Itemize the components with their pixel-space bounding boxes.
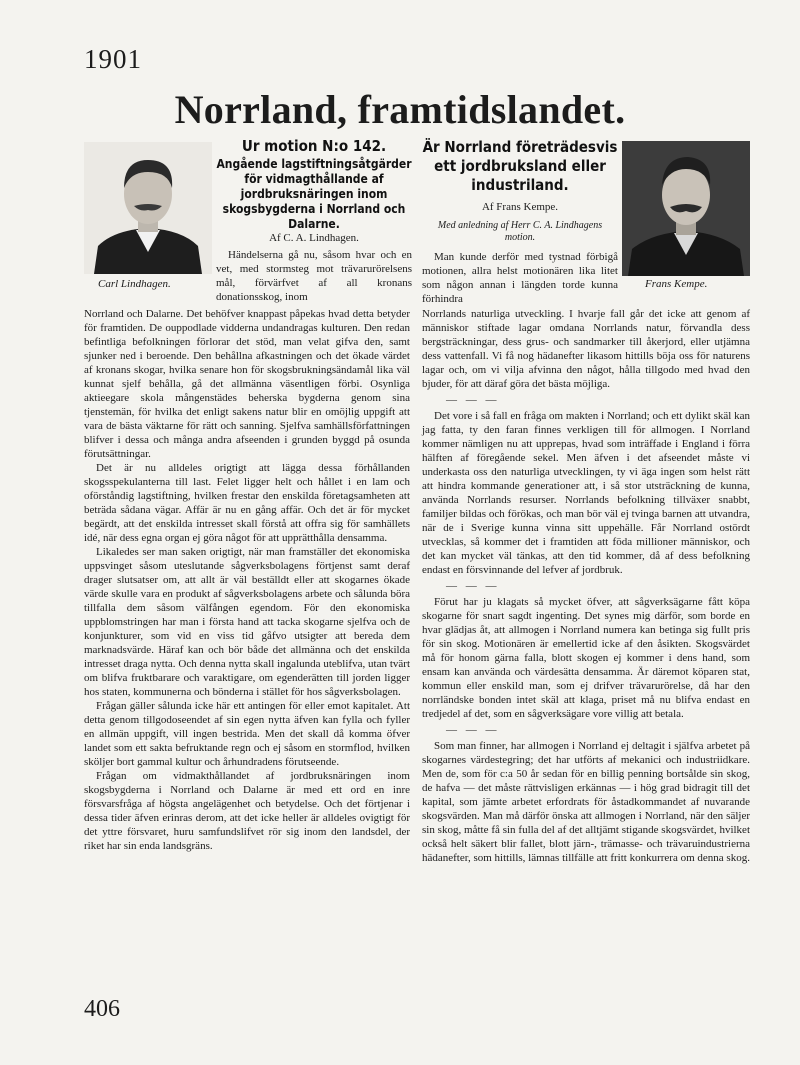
year-heading: 1901 <box>84 44 142 74</box>
page-number: 406 <box>84 996 120 1022</box>
left-column-body <box>84 307 410 853</box>
left-heading-motion: Ur motion N:o 142. <box>241 137 387 155</box>
left-byline: Af C. A. Lindhagen. <box>269 232 359 244</box>
photo-caption-kempe: Frans Kempe. <box>645 278 708 290</box>
section-separator: — — — <box>446 394 500 406</box>
right-column-body <box>422 307 750 865</box>
right-paragraph: Som man finner, har allmogen i Norrland ej deltagit i själfva arbetet på skogarnes värdestegring; det har utförts af mekanici och industriidkare. Men de, som för c:a 50 år sedan för en billig penning bortsålde sin skog, de hafva — det måste rättvisligen erkännas — i hög grad bidragit till det kapital, som jämte arbetet erfordrats för åstadkommandet af nuvarande skogsvärden. Man må därför önska att allmogen i Norrland, när den säljer sin skog, måtte få sin fulla del af det alltjämt stigande skogsvärdet, hvilket också helt säkert blir fallet, blott järn-, trämasse- och trävaruindustrierna hädanefter, som hittills, lämnas tillfälle att fritt konkurrera om denna skog. <box>422 740 750 864</box>
right-heading: Är Norrland företrädesvis ett jordbruksland eller industriland. <box>422 138 618 194</box>
section-separator: — — — <box>446 580 500 592</box>
left-intro-text: Händelserna gå nu, såsom hvar och en vet, med stormsteg mot trävarurörelsens mål, förvärfvet af all kronans donationsskog, inom <box>216 249 412 303</box>
portrait-kempe-icon <box>622 141 750 276</box>
photo-caption-lindhagen: Carl Lindhagen. <box>98 278 171 290</box>
section-separator: — — — <box>446 724 500 736</box>
left-paragraph: Frågan gäller sålunda icke här ett antingen för eller emot kapitalet. Att detta genom tillgodoseendet af sin egen nytta äfven kan fylla och fyller en allmän uppgift, vill ingen bestrida. Men det skall då komma öfver landet som ett sakta befruktande regn och ej såsom en stormflod, hvilken sköljer bort gammal kultur och århundradens förutseende. <box>84 700 410 768</box>
left-paragraph: Frågan om vidmakthållandet af jordbruksnäringen inom skogsbygderna i Norrland och Dalarne är med ett ord en inre försvarsfråga af högsta angelägenhet och betydelse. Och det förtjenar i dessa tider äfven erinras derom, att det icke heller är alldeles ovigtigt för det yttre försvaret, huru samfundslifvet rör sig inom den landsdel, der riket har sin enda landsgräns. <box>84 770 410 852</box>
left-heading-subject: Angående lagstiftningsåtgärder för vidmagthållande af jordbruksnäringen inom skogsbygderna i Norrland och Dalarne. <box>216 157 412 231</box>
right-paragraph: Det vore i så fall en fråga om makten i Norrland; och ett dylikt skäl kan jag fatta, ty den faran finnes verkligen till för allmogen. I Norrland kommer nämligen nu att upprepas, hvad som inträffade i England i förra hälften af föregående sekel. Men äfven i det afseendet måste vi underkasta oss den naturliga utvecklingen, ty vi äga ingen som helst rätt att hindra kommande generationer att, i så stor utsträckning de kunna, använda Norrlands resurser. Norrlands befolkning tillväxer snabbt, familjer bildas och förökas, och man bör väl ej tvinga barnen att utvandra, när de i Sverige kunna vinna sitt uppehälle. Får Norrland ostördt utvecklas, så kommer det i framtiden att föda millioner människor, och det kan mycket väl tänkas, att den tid kommer, då af dess befolkning endast en försvinnande del lefver af jordbruk. <box>422 410 750 576</box>
portrait-lindhagen-icon <box>84 142 212 274</box>
left-paragraph: Norrland och Dalarne. Det behöfver knappast påpekas hvad detta betyder för framtiden. De ouppodlade vidderna undandragas kulturen. Den redan befintliga befolkningen förlorar det stöd, man velat gifva den, samt sjunker ned i beroende. Den behållna afkastningen och det ökade värdet af kronans skogar, hvilka senare hon för skogsbrukningsändamål lika väl kunnat sjelf behålla, gå det allmänna väsentligen förbi. Osynliga aktieegare skola mångenstädes beherska bygderna genom sina tjenstemän, för hvilka det enligt sakens natur blir en omöjlig uppgift att vara de bästa väktarne för rätt och sanning. Sjelfva samhällsförfattningen blifver i dessa och många andra afseenden i grunden byggd på osunda förutsättningar. <box>84 308 410 460</box>
portrait-photo-lindhagen <box>84 142 212 274</box>
right-paragraph: Norrlands naturliga utveckling. I hvarje fall går det icke att genom af människor stiftade lagar omdana Norrlands natur, förvandla dess bergsträckningar, dess grus- och sandmarker till åkerjord, eller utjämna dess vattenfall. Vi få nog hädanefter likasom hittills böja oss för naturens lagar och, om vi vilja afvinna den något, hålla tillgodo med hvad den bjuder, för att däraf göra det bästa möjliga. <box>422 308 750 390</box>
portrait-photo-kempe <box>622 141 750 276</box>
right-intro-text: Man kunde derför med tystnad förbigå motionen, allra helst motionären lika litet som någon annan i längden torde kunna förhindra <box>422 251 618 305</box>
right-note: Med anledning af Herr C. A. Lindhagens motion. <box>437 220 603 243</box>
right-paragraph: Förut har ju klagats så mycket öfver, att sågverksägarne fått köpa skogarne för snart sagdt ingenting. Det synes mig därför, som borde en hvar glädjas åt, att allmogen i Norrland numera kan betinga sig fullt pris för sin skog. Motionären är emellertid icke af den åsikten. Skogsvärdet må för honom gärna falla, blott skogen ej kommer i dens hand, som ensam kan använda och värdesätta densamma. Är däremot köparen stat, kommun eller enskild man, som ej drifver trävarurörelse, då har den norrländske bonden intet skäl att klaga, priset må nu blifva endast en tredjedel af det, som en sågverksägare vore villig att betala. <box>422 596 750 720</box>
page-title: Norrland, framtidslandet. <box>174 87 626 132</box>
left-paragraph: Likaledes ser man saken origtigt, när man framställer det ekonomiska uppsvinget såsom uteslutande sågverksbolagens förtjenst samt deraf drager slutsatser om, att allt är väl beställdt eller att skogarnes ökade värde skulle vara en produkt af sågverksbolagens arbete och sålunda böra tillfalla dem såsom välfången egendom. För den ekonomiska uppblomstringen har man i första hand att tacka skogarne sjelfva och de konjunkturer, som vid en viss tid gåfvo utsigter att bereda dem marknadsvärde. Häraf kan och bör både det allmänna och det enskilda intresset draga nytta. Och denna nytta skall ingalunda uteblifva, utan tvärt om blifva fruktbarare och varaktigare, om egenderätten till jorden ligger hos staten, kommunerna och bönderna i stället för hos sågverksbolagen. <box>84 546 410 698</box>
right-byline: Af Frans Kempe. <box>481 201 559 213</box>
left-paragraph: Det är nu alldeles origtigt att lägga dessa förhållanden skogsspekulanterna till last. Felet ligger helt och hållet i en lam och oförståndig lagstiftning, hvilken frestar den enskilda företagsamheten att beträda sådana vägar. Affär är nu en gång affär. Och det är för mycket begärdt, att det enskilda intresset skall förstå att offra sig för samhällets idé, när dess egna organ ej göra något för att upprätthålla densamma. <box>84 462 410 544</box>
